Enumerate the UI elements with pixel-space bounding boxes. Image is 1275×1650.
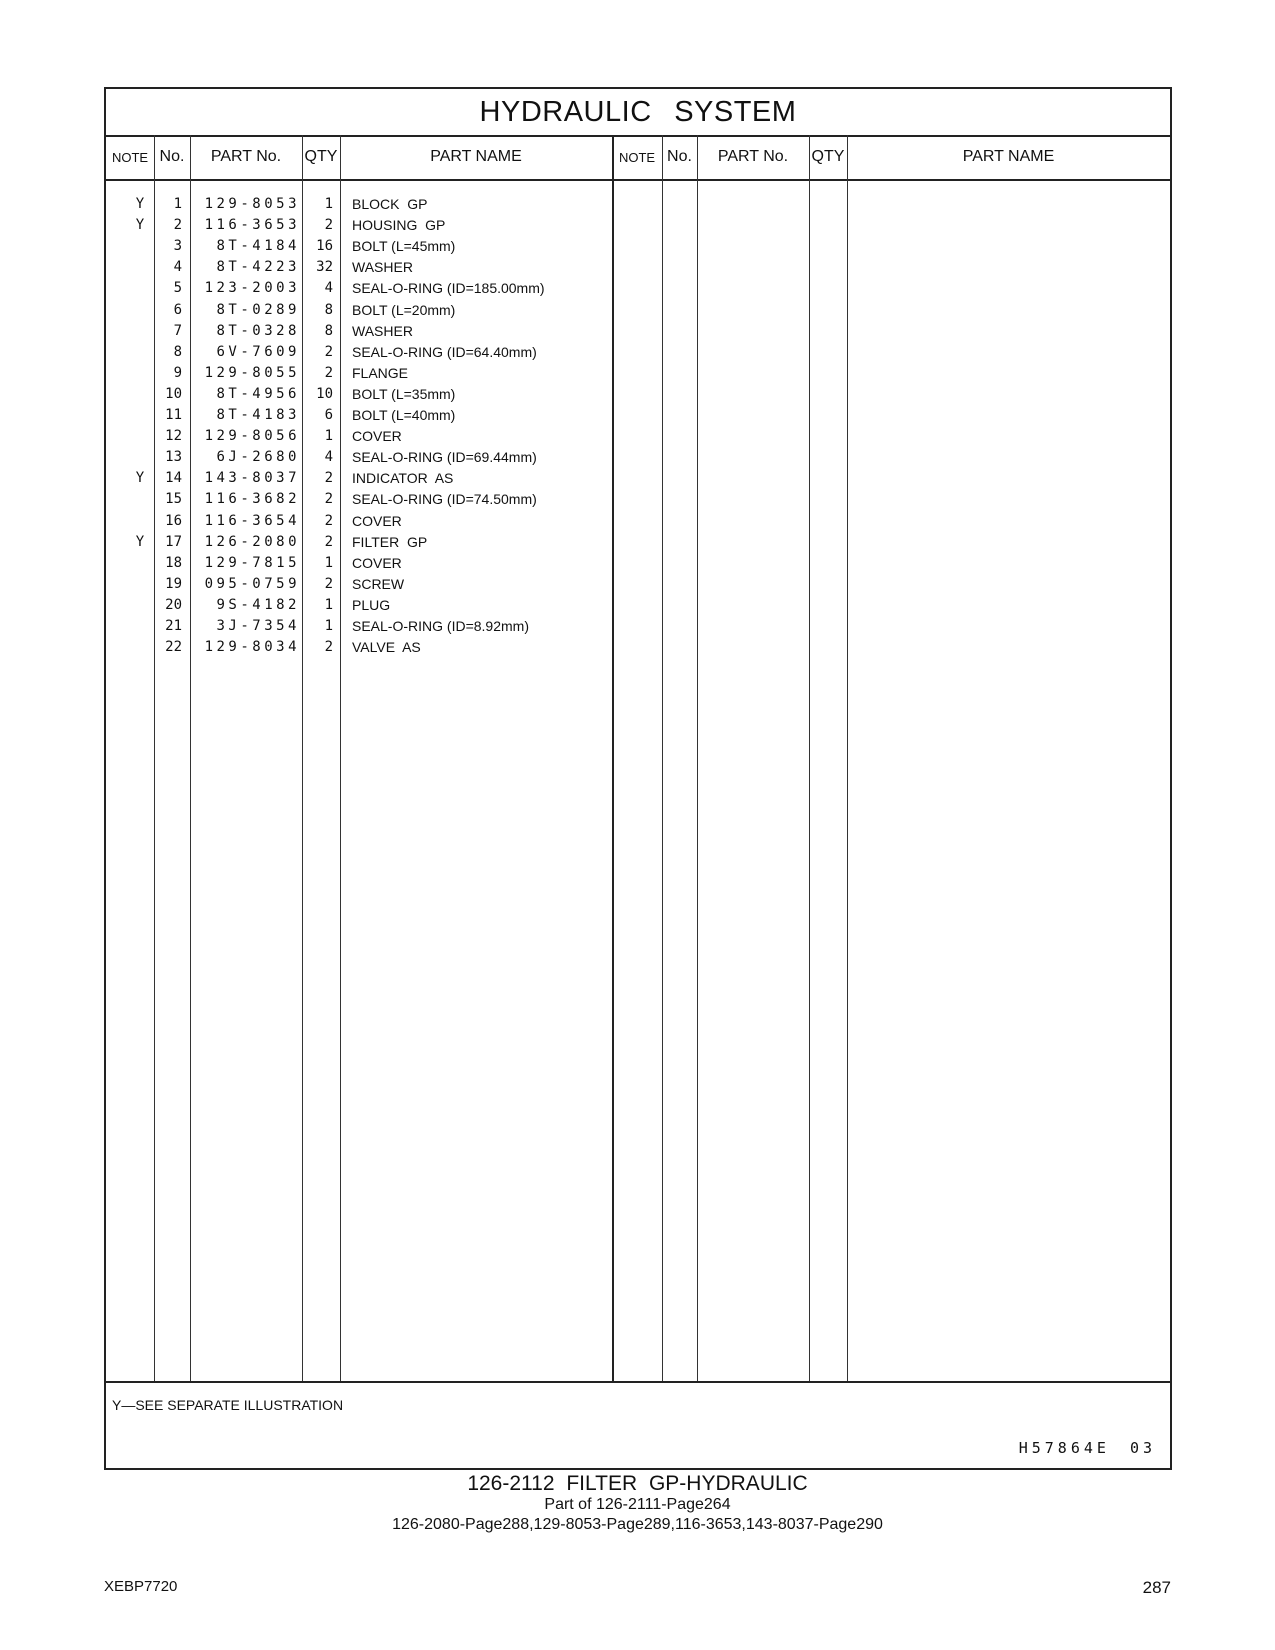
table-row (106, 404, 1170, 426)
table-row (106, 425, 1170, 447)
part-name-cell: WASHER (352, 259, 413, 276)
item-number-cell: 14 (165, 470, 182, 487)
parts-list-frame (104, 87, 1172, 1470)
quantity-cell: 2 (324, 217, 333, 234)
caption-title: 126-2112 FILTER GP-HYDRAULIC (467, 1472, 808, 1495)
item-number-cell: 16 (165, 512, 182, 529)
col-qty-header-right: QTY (809, 135, 847, 181)
part-number-cell: 116-3682 (204, 491, 300, 508)
table-row (106, 383, 1170, 405)
quantity-cell: 1 (324, 196, 333, 212)
table-row (106, 446, 1170, 468)
quantity-cell: 2 (324, 533, 333, 550)
page-title: HYDRAULIC SYSTEM (106, 89, 1170, 137)
quantity-cell: 1 (324, 554, 333, 571)
part-number-cell: 8T-0289 (216, 301, 300, 318)
item-number-cell: 18 (165, 554, 182, 571)
part-name-cell: SEAL-O-RING (ID=69.44mm) (352, 449, 537, 466)
item-number-cell: 17 (165, 533, 182, 550)
note-cell: Y (135, 217, 145, 234)
note-cell: Y (135, 533, 145, 550)
quantity-cell: 8 (324, 301, 333, 318)
item-number-cell: 3 (173, 238, 182, 255)
part-name-cell: SEAL-O-RING (ID=185.00mm) (352, 280, 545, 297)
table-row (106, 341, 1170, 363)
quantity-cell: 16 (316, 238, 333, 255)
table-row (106, 552, 1170, 574)
table-row (106, 235, 1170, 257)
item-number-cell: 4 (173, 259, 182, 276)
part-name-cell: SCREW (352, 575, 405, 592)
col-part-no-header-right: PART No. (697, 135, 809, 181)
document-number: XEBP7720 (104, 1578, 178, 1595)
part-number-cell: 129-8034 (204, 639, 300, 656)
part-name-cell: PLUG (352, 596, 391, 613)
part-number-cell: 116-3654 (204, 512, 300, 529)
quantity-cell: 2 (324, 491, 333, 508)
quantity-cell: 2 (324, 343, 333, 360)
part-name-cell: FLANGE (352, 364, 409, 381)
quantity-cell: 1 (324, 428, 333, 445)
part-number-cell: 129-7815 (204, 554, 300, 571)
part-number-cell: 129-8055 (204, 364, 300, 381)
item-number-cell: 5 (173, 280, 182, 297)
part-number-cell: 9S-4182 (216, 596, 300, 613)
part-number-cell: 6V-7609 (216, 343, 300, 360)
item-number-cell: 10 (165, 385, 182, 402)
part-name-cell: BOLT (L=45mm) (352, 238, 456, 255)
part-number-cell: 129-8056 (204, 428, 300, 445)
table-row (106, 467, 1170, 489)
quantity-cell: 8 (324, 322, 333, 339)
quantity-cell: 2 (324, 364, 333, 381)
part-number-cell: 126-2080 (204, 533, 300, 550)
part-name-cell: SEAL-O-RING (ID=8.92mm) (352, 618, 529, 634)
quantity-cell: 2 (324, 512, 333, 529)
part-name-cell: COVER (352, 512, 402, 529)
item-number-cell: 19 (165, 575, 182, 592)
quantity-cell: 2 (324, 639, 333, 656)
item-number-cell: 6 (173, 301, 182, 318)
part-name-cell: BOLT (L=35mm) (352, 385, 456, 402)
table-row (106, 636, 1170, 658)
illustration-number: H57864E (1018, 1439, 1110, 1457)
part-number-cell: 129-8053 (204, 196, 300, 212)
page-number: 287 (1142, 1578, 1171, 1597)
table-row (106, 214, 1170, 236)
caption-part-of: Part of 126-2111-Page264 (544, 1496, 731, 1513)
item-number-cell: 20 (165, 596, 182, 613)
part-number-cell: 8T-4184 (216, 238, 300, 255)
quantity-cell: 32 (316, 259, 333, 276)
item-number-cell: 22 (165, 639, 182, 656)
col-qty-header: QTY (302, 135, 340, 181)
table-row (106, 573, 1170, 595)
item-number-cell: 8 (173, 343, 182, 360)
item-number-cell: 12 (165, 428, 182, 445)
illustration-revision: 03 (1129, 1439, 1156, 1457)
col-note-header-right: NOTE (612, 135, 662, 181)
table-row (106, 320, 1170, 342)
part-number-cell: 143-8037 (204, 470, 300, 487)
part-name-cell: VALVE AS (352, 639, 421, 656)
table-row (106, 362, 1170, 384)
item-number-cell: 15 (165, 491, 182, 508)
part-name-cell: INDICATOR AS (352, 470, 454, 487)
table-row (106, 256, 1170, 278)
part-name-cell: BOLT (L=20mm) (352, 301, 456, 318)
quantity-cell: 4 (324, 280, 333, 297)
item-number-cell: 21 (165, 618, 182, 634)
part-name-cell: FILTER GP (352, 533, 428, 550)
col-note-header: NOTE (106, 135, 154, 181)
part-number-cell: 116-3653 (204, 217, 300, 234)
quantity-cell: 2 (324, 470, 333, 487)
quantity-cell: 2 (324, 575, 333, 592)
part-number-cell: 8T-4183 (216, 407, 300, 423)
part-number-cell: 6J-2680 (216, 449, 300, 466)
part-name-cell: BOLT (L=40mm) (352, 407, 456, 423)
note-cell: Y (135, 470, 145, 487)
quantity-cell: 1 (324, 596, 333, 613)
item-number-cell: 7 (173, 322, 182, 339)
part-name-cell: COVER (352, 428, 402, 445)
quantity-cell: 10 (316, 385, 333, 402)
table-bottom-rule (106, 1381, 1170, 1383)
item-number-cell: 13 (165, 449, 182, 466)
item-number-cell: 2 (173, 217, 182, 234)
table-row (106, 594, 1170, 616)
table-row (106, 510, 1170, 532)
table-row (106, 531, 1170, 553)
part-name-cell: SEAL-O-RING (ID=64.40mm) (352, 343, 537, 360)
table-row (106, 615, 1170, 637)
part-name-cell: HOUSING GP (352, 217, 446, 234)
part-number-cell: 123-2003 (204, 280, 300, 297)
item-number-cell: 1 (173, 196, 182, 212)
quantity-cell: 4 (324, 449, 333, 466)
part-number-cell: 095-0759 (204, 575, 300, 592)
footnote: Y—SEE SEPARATE ILLUSTRATION (112, 1397, 344, 1413)
part-name-cell: BLOCK GP (352, 196, 428, 212)
part-number-cell: 8T-0328 (216, 322, 300, 339)
quantity-cell: 1 (324, 618, 333, 634)
part-number-cell: 8T-4223 (216, 259, 300, 276)
table-row (106, 277, 1170, 299)
note-cell: Y (135, 196, 145, 212)
table-row (106, 299, 1170, 321)
illustration-code (1019, 1439, 1156, 1457)
part-name-cell: SEAL-O-RING (ID=74.50mm) (352, 491, 537, 508)
quantity-cell: 6 (324, 407, 333, 423)
item-number-cell: 11 (165, 407, 182, 423)
part-name-cell: WASHER (352, 322, 413, 339)
table-row (106, 488, 1170, 510)
part-number-cell: 8T-4956 (216, 385, 300, 402)
table-row (106, 193, 1170, 215)
part-name-cell: COVER (352, 554, 402, 571)
col-part-name-header-right: PART NAME (847, 135, 1170, 181)
col-no-header-right: No. (662, 135, 697, 181)
item-number-cell: 9 (173, 364, 182, 381)
col-part-name-header: PART NAME (340, 135, 612, 181)
col-part-no-header: PART No. (190, 135, 302, 181)
part-number-cell: 3J-7354 (216, 618, 300, 634)
col-no-header: No. (154, 135, 190, 181)
caption-references: 126-2080-Page288,129-8053-Page289,116-3653,143-8037-Page290 (392, 1516, 883, 1533)
